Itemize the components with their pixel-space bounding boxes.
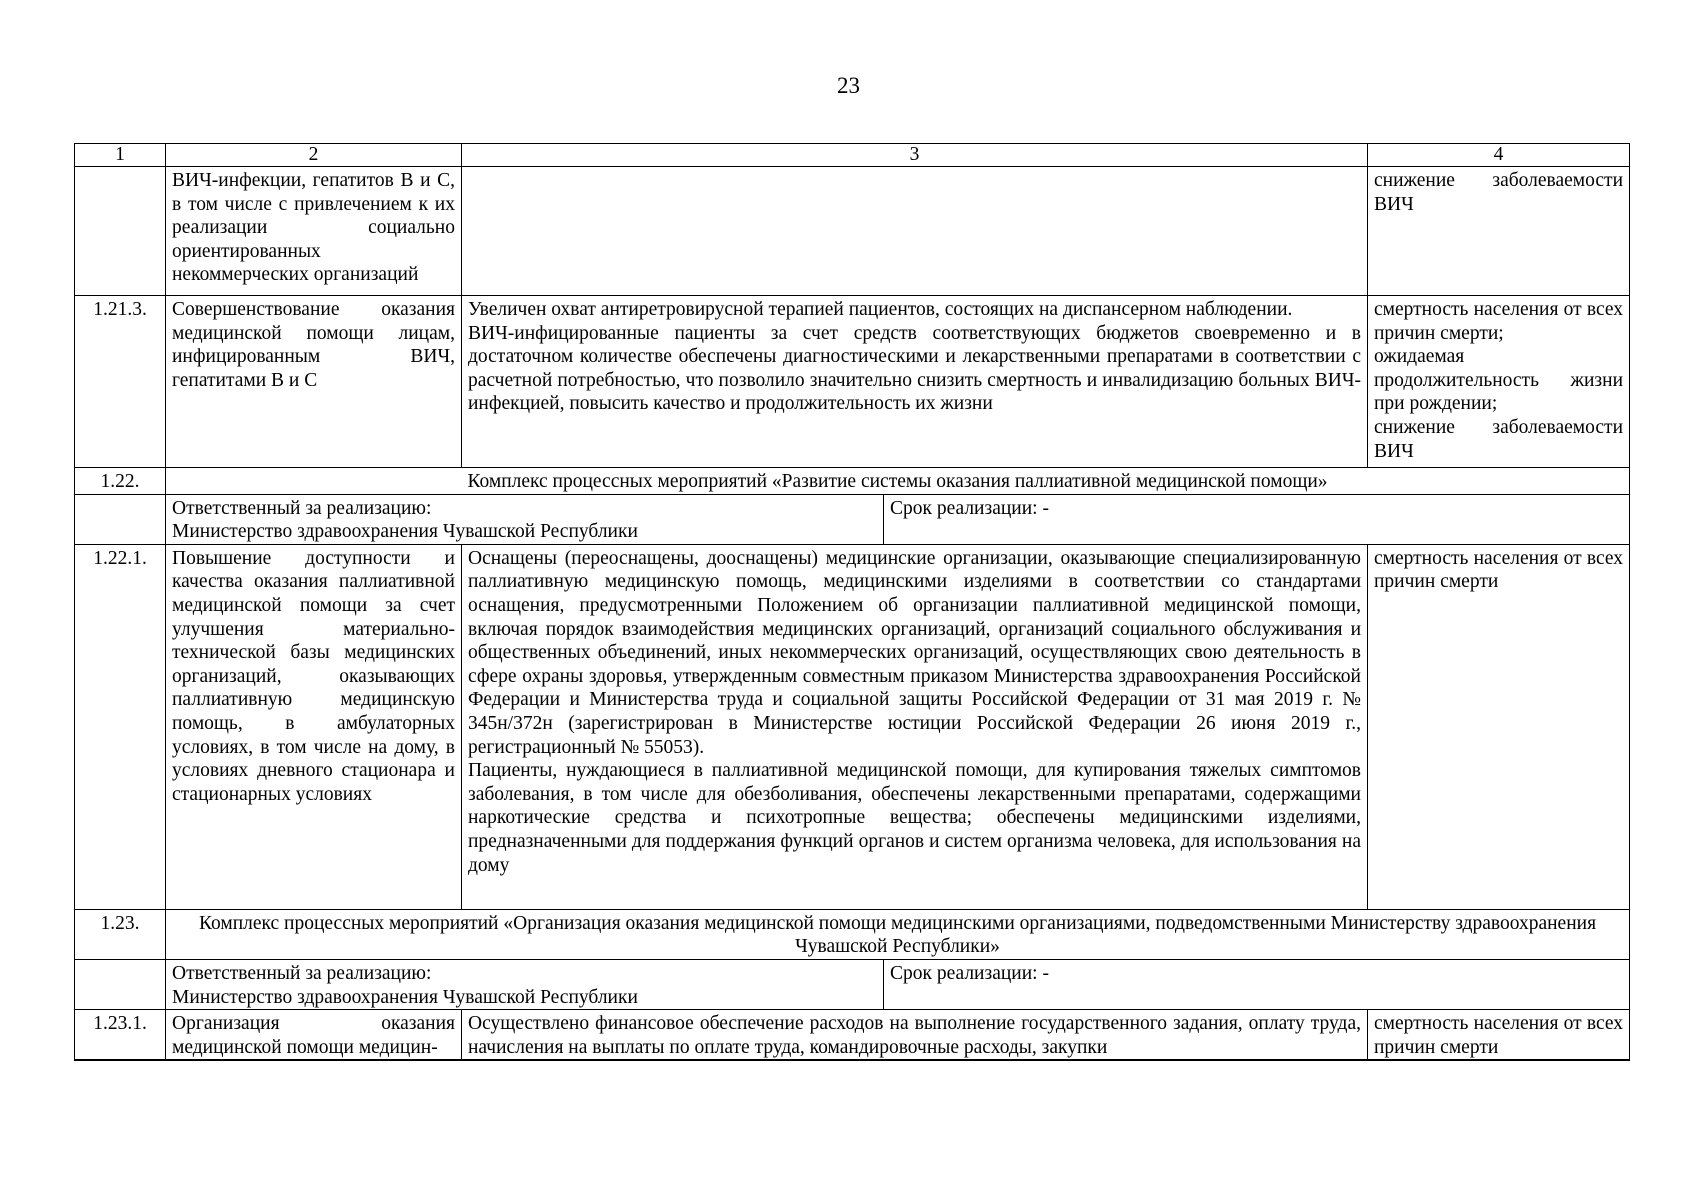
- indicator-item: смертность населения от всех причин смерти;: [1374, 299, 1623, 344]
- result-paragraph: Оснащены (переоснащены, дооснащены) медицинские организации, оказывающие специализированную паллиативную медицинскую помощь, медицинскими изделиями в соответствии со стандартами оснащения, предусмотренными Положением об организации паллиативной медицинской помощи, включая порядок взаимодействия медицинских организаций, организаций социального обслуживания и общественных объединений, иных некоммерческих организаций, осуществляющих свою деятельность в сфере охраны здоровья, утвержденным совместным приказом Министерства здравоохранения Российской Федерации и Министерства труда и социальной защиты Российской Федерации от 31 мая 2019 г. № 345н/372н (зарегистрирован в Министерстве юстиции Российской Федерации 26 июня 2019 г., регистрационный № 55053).: [468, 547, 1361, 758]
- term-cell: Срок реализации: -: [884, 959, 1630, 1009]
- result-paragraph: Пациенты, нуждающиеся в паллиативной медицинской помощи, для купирования тяжелых симптомов заболевания, в том числе для обезболивания, обеспечены лекарственными препаратами, содержащими наркотические средства и психотропные вещества; обеспечены медицинскими изделиями, предназначенными для поддержания функций органов и систем организма человека, для использования на дому: [468, 760, 1361, 876]
- result-cell: [462, 296, 1368, 468]
- row-number-cell: 1.21.3.: [75, 296, 166, 468]
- row-number-cell: [75, 494, 166, 544]
- result-cell: [462, 544, 1368, 909]
- section-title-cell: Комплекс процессных мероприятий «Развитие системы оказания паллиативной медицинской помощи»: [166, 468, 1630, 495]
- measures-table: [74, 143, 1630, 1061]
- result-paragraph: ВИЧ-инфицированные пациенты за счет средств соответствующих бюджетов своевременно и в достаточном количестве обеспечены диагностическими и лекарственными препаратами в соответствии с расчетной потребностью, что позволило значительно снизить смертность и инвалидизацию больных ВИЧ-инфекцией, повысить качество и продолжительность их жизни: [468, 322, 1361, 415]
- column-header-3: 3: [462, 144, 1368, 167]
- measure-name-cell: Совершенствование оказания медицинской помощи лицам, инфицированным ВИЧ, гепатитами В и С: [166, 296, 462, 468]
- row-number-cell: [75, 959, 166, 1009]
- table-header-row: [75, 144, 1630, 167]
- measure-name-cell: ВИЧ-инфекции, гепатитов В и С, в том числе с привлечением к их реализации социально ориентированных некоммерческих организаций: [166, 167, 462, 296]
- result-paragraph: Увеличен охват антиретровирусной терапией пациентов, состоящих на диспансерном наблюдении.: [468, 299, 1293, 320]
- responsible-value: Министерство здравоохранения Чувашской Республики: [172, 986, 638, 1008]
- responsible-row: [75, 494, 1630, 544]
- measure-name-cell: Организация оказания медицинской помощи медицин-: [166, 1010, 462, 1061]
- result-cell: Осуществлено финансовое обеспечение расходов на выполнение государственного задания, оплату труда, начисления на выплаты по оплате труда, командировочные расходы, закупки: [462, 1010, 1368, 1061]
- indicator-item: снижение заболеваемости ВИЧ: [1374, 416, 1623, 462]
- column-header-2: 2: [166, 144, 462, 167]
- section-title-cell: Комплекс процессных мероприятий «Организация оказания медицинской помощи медицинскими организациями, подведомственными Министерству здравоохранения Чувашской Республики»: [166, 909, 1630, 959]
- responsible-label: Ответственный за реализацию:: [172, 497, 432, 519]
- section-row: [75, 468, 1630, 495]
- section-row: [75, 909, 1630, 959]
- table-row: [75, 296, 1630, 468]
- page-number: 23: [837, 73, 860, 98]
- measure-name-cell: Повышение доступности и качества оказания паллиативной медицинской помощи за счет улучшения материально-технической базы медицинских организаций, оказывающих паллиативную медицинскую помощь, в амбулаторных условиях, в том числе на дому, в условиях дневного стационара и стационарных условиях: [166, 544, 462, 909]
- table-row: [75, 544, 1630, 909]
- indicator-cell: [1368, 296, 1630, 468]
- indicator-cell: смертность населения от всех причин смерти: [1368, 1010, 1630, 1061]
- indicator-cell: смертность населения от всех причин смерти: [1368, 544, 1630, 909]
- term-cell: Срок реализации: -: [884, 494, 1630, 544]
- table-row: [75, 167, 1630, 296]
- row-number-cell: 1.22.1.: [75, 544, 166, 909]
- result-cell: [462, 167, 1368, 296]
- column-header-1: 1: [75, 144, 166, 167]
- responsible-cell: [166, 959, 884, 1009]
- row-number-cell: [75, 167, 166, 296]
- responsible-value: Министерство здравоохранения Чувашской Республики: [172, 521, 638, 543]
- indicator-item: ожидаемая продолжительность жизни при рождении;: [1374, 346, 1623, 415]
- row-number-cell: 1.23.1.: [75, 1010, 166, 1061]
- column-header-4: 4: [1368, 144, 1630, 167]
- responsible-label: Ответственный за реализацию:: [172, 962, 432, 984]
- section-number-cell: 1.22.: [75, 468, 166, 495]
- responsible-row: [75, 959, 1630, 1009]
- indicator-cell: снижение заболеваемости ВИЧ: [1368, 167, 1630, 296]
- section-number-cell: 1.23.: [75, 909, 166, 959]
- responsible-cell: [166, 494, 884, 544]
- table-row: [75, 1010, 1630, 1061]
